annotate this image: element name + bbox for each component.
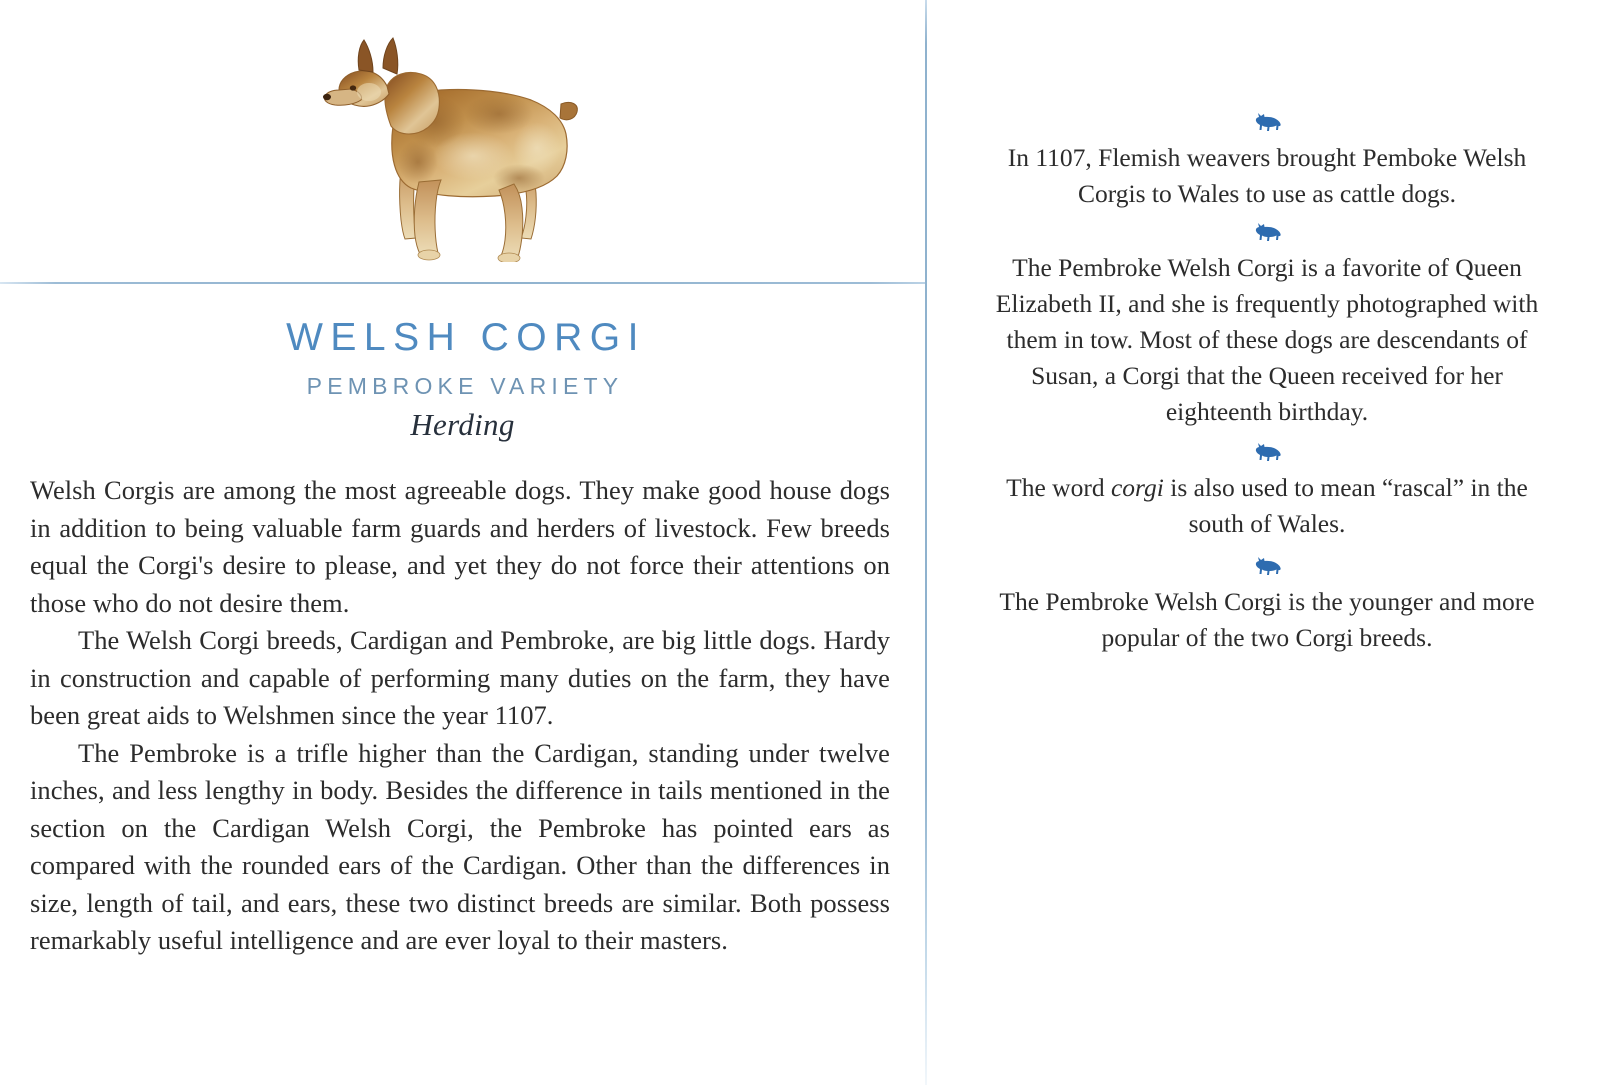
breed-illustration-container xyxy=(0,10,925,272)
corgi-silhouette-icon xyxy=(1252,556,1282,578)
body-copy xyxy=(30,472,890,960)
fact-text: The Pembroke Welsh Corgi is the younger and more popular of the two Corgi breeds. xyxy=(999,587,1535,652)
breed-variety-subtitle: PEMBROKE VARIETY xyxy=(306,372,624,399)
fact-emphasis: corgi xyxy=(1110,473,1164,502)
fact-item xyxy=(977,140,1557,212)
corgi-silhouette-icon xyxy=(1252,442,1282,464)
body-paragraph: The Welsh Corgi breeds, Cardigan and Pembroke, are big little dogs. Hardy in construction and capable of performing many duties on the farm, they have been great aids to Welshmen since the year 1107. xyxy=(30,625,890,730)
facts-list xyxy=(977,112,1557,664)
title-block xyxy=(0,318,925,443)
right-column xyxy=(927,0,1600,1085)
body-paragraph: Welsh Corgis are among the most agreeable dogs. They make good house dogs in addition to being valuable farm guards and herders of livestock. Few breeds equal the Corgi's desire to please, and yet they do not force their attentions on those who do not desire them. xyxy=(30,475,890,618)
page-title: WELSH CORGI xyxy=(286,316,646,359)
fact-text: is also used to mean “rascal” in the south of Wales. xyxy=(1163,473,1528,538)
fact-text: The Pembroke Welsh Corgi is a favorite of Queen Elizabeth II, and she is frequently photographed with them in tow. Most of these dogs are descendants of Susan, a Corgi that the Queen received for her eighteenth birthday. xyxy=(995,253,1539,426)
fact-text: The word xyxy=(1006,473,1111,502)
fact-item xyxy=(977,470,1557,542)
breed-group-label: Herding xyxy=(410,406,515,442)
corgi-illustration xyxy=(323,30,583,262)
corgi-silhouette-icon xyxy=(1252,222,1282,244)
body-paragraph: The Pembroke is a trifle higher than the Cardigan, standing under twelve inches, and less lengthy in body. Besides the difference in tails mentioned in the section on the Cardigan Welsh Corgi, the Pembroke has pointed ears as compared with the rounded ears of the Cardigan. Other than the differences in size, length of tail, and ears, these two distinct breeds are similar. Both possess remarkably useful intelligence and are ever loyal to their masters. xyxy=(30,737,890,955)
fact-item xyxy=(977,250,1557,430)
corgi-silhouette-icon xyxy=(1252,112,1282,134)
fact-item xyxy=(977,584,1557,656)
horizontal-divider-rule xyxy=(0,282,926,284)
fact-text: In 1107, Flemish weavers brought Pemboke Welsh Corgis to Wales to use as cattle dogs. xyxy=(1007,143,1527,208)
